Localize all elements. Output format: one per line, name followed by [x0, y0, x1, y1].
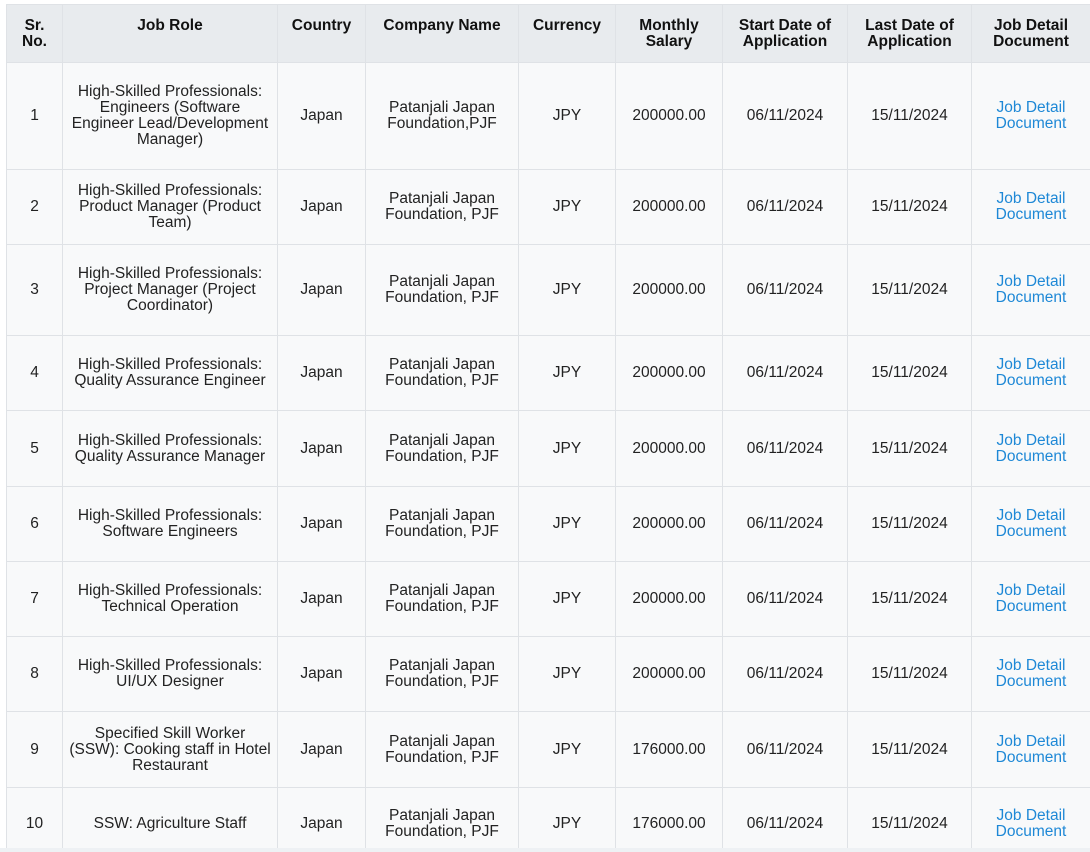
job-detail-document-link[interactable]: Job Detail Document	[995, 806, 1067, 840]
cell-country: Japan	[278, 712, 366, 788]
cell-sr-no: 6	[7, 487, 63, 562]
cell-currency: JPY	[519, 562, 616, 637]
cell-country: Japan	[278, 788, 366, 852]
cell-job-detail-document	[972, 562, 1090, 637]
cell-monthly-salary: 200000.00	[616, 637, 723, 712]
cell-job-detail-document	[972, 712, 1090, 788]
cell-job-role: High-Skilled Professionals: Technical Operation	[63, 562, 278, 637]
cell-country: Japan	[278, 63, 366, 170]
cell-country: Japan	[278, 336, 366, 411]
cell-country: Japan	[278, 562, 366, 637]
table-row	[7, 712, 1090, 788]
job-detail-document-link[interactable]: Job Detail Document	[995, 190, 1067, 223]
cell-job-role: High-Skilled Professionals: UI/UX Designer	[63, 637, 278, 712]
job-detail-document-link[interactable]: Job Detail Document	[995, 273, 1067, 306]
header-start-date: Start Date of Application	[723, 5, 848, 63]
jobs-table	[6, 4, 1090, 852]
cell-sr-no: 4	[7, 336, 63, 411]
cell-country: Japan	[278, 245, 366, 336]
cell-job-detail-document	[972, 63, 1090, 170]
cell-job-detail-document	[972, 487, 1090, 562]
cell-currency: JPY	[519, 170, 616, 245]
header-job-detail-document: Job Detail Document	[972, 5, 1090, 63]
header-country: Country	[278, 5, 366, 63]
job-detail-document-link[interactable]: Job Detail Document	[995, 582, 1067, 615]
header-currency: Currency	[519, 5, 616, 63]
cell-last-date: 15/11/2024	[848, 336, 972, 411]
header-job-role: Job Role	[63, 5, 278, 63]
cell-company-name: Patanjali Japan Foundation, PJF	[366, 487, 519, 562]
cell-monthly-salary: 200000.00	[616, 562, 723, 637]
cell-start-date: 06/11/2024	[723, 245, 848, 336]
cell-job-detail-document	[972, 411, 1090, 487]
cell-monthly-salary: 200000.00	[616, 487, 723, 562]
cell-last-date: 15/11/2024	[848, 245, 972, 336]
cell-monthly-salary: 176000.00	[616, 712, 723, 788]
cell-last-date: 15/11/2024	[848, 487, 972, 562]
cell-currency: JPY	[519, 336, 616, 411]
cell-job-detail-document	[972, 245, 1090, 336]
table-row	[7, 245, 1090, 336]
table-row	[7, 788, 1090, 852]
cell-company-name: Patanjali Japan Foundation, PJF	[366, 245, 519, 336]
cell-job-role: High-Skilled Professionals: Quality Assurance Engineer	[63, 336, 278, 411]
cell-job-role: High-Skilled Professionals: Product Manager (Product Team)	[63, 170, 278, 245]
cell-country: Japan	[278, 487, 366, 562]
cell-start-date: 06/11/2024	[723, 63, 848, 170]
cell-job-role: High-Skilled Professionals: Project Manager (Project Coordinator)	[63, 245, 278, 336]
cell-monthly-salary: 200000.00	[616, 411, 723, 487]
table-row	[7, 170, 1090, 245]
cell-company-name: Patanjali Japan Foundation,PJF	[366, 63, 519, 170]
cell-start-date: 06/11/2024	[723, 487, 848, 562]
cell-sr-no: 1	[7, 63, 63, 170]
table-row	[7, 637, 1090, 712]
header-last-date: Last Date of Application	[848, 5, 972, 63]
cell-job-detail-document	[972, 637, 1090, 712]
cell-job-detail-document	[972, 788, 1090, 852]
cell-start-date: 06/11/2024	[723, 637, 848, 712]
job-detail-document-link[interactable]: Job Detail Document	[995, 431, 1067, 465]
cell-company-name: Patanjali Japan Foundation, PJF	[366, 712, 519, 788]
table-row	[7, 336, 1090, 411]
table-row	[7, 487, 1090, 562]
cell-sr-no: 8	[7, 637, 63, 712]
cell-currency: JPY	[519, 788, 616, 852]
job-detail-document-link[interactable]: Job Detail Document	[995, 507, 1067, 540]
cell-sr-no: 9	[7, 712, 63, 788]
cell-job-role: High-Skilled Professionals: Quality Assurance Manager	[63, 411, 278, 487]
cell-country: Japan	[278, 411, 366, 487]
cell-company-name: Patanjali Japan Foundation, PJF	[366, 562, 519, 637]
cell-last-date: 15/11/2024	[848, 63, 972, 170]
cell-last-date: 15/11/2024	[848, 562, 972, 637]
cell-start-date: 06/11/2024	[723, 562, 848, 637]
cell-country: Japan	[278, 170, 366, 245]
cell-monthly-salary: 176000.00	[616, 788, 723, 852]
table-row	[7, 411, 1090, 487]
cell-company-name: Patanjali Japan Foundation, PJF	[366, 336, 519, 411]
cell-currency: JPY	[519, 245, 616, 336]
cell-sr-no: 3	[7, 245, 63, 336]
cell-currency: JPY	[519, 487, 616, 562]
cell-sr-no: 10	[7, 788, 63, 852]
job-detail-document-link[interactable]: Job Detail Document	[995, 732, 1067, 766]
cell-job-detail-document	[972, 336, 1090, 411]
cell-job-role: High-Skilled Professionals: Software Engineers	[63, 487, 278, 562]
table-row	[7, 63, 1090, 170]
header-company-name: Company Name	[366, 5, 519, 63]
cell-job-detail-document	[972, 170, 1090, 245]
cell-last-date: 15/11/2024	[848, 788, 972, 852]
header-sr-no: Sr. No.	[7, 5, 63, 63]
cell-currency: JPY	[519, 712, 616, 788]
cell-job-role: SSW: Agriculture Staff	[63, 788, 278, 852]
job-detail-document-link[interactable]: Job Detail Document	[995, 99, 1067, 132]
cell-company-name: Patanjali Japan Foundation, PJF	[366, 637, 519, 712]
job-detail-document-link[interactable]: Job Detail Document	[995, 356, 1067, 389]
horizontal-scrollbar-track[interactable]	[0, 848, 1090, 852]
cell-company-name: Patanjali Japan Foundation, PJF	[366, 170, 519, 245]
cell-currency: JPY	[519, 411, 616, 487]
cell-start-date: 06/11/2024	[723, 788, 848, 852]
cell-monthly-salary: 200000.00	[616, 170, 723, 245]
cell-currency: JPY	[519, 637, 616, 712]
cell-start-date: 06/11/2024	[723, 336, 848, 411]
job-detail-document-link[interactable]: Job Detail Document	[995, 657, 1067, 690]
cell-start-date: 06/11/2024	[723, 411, 848, 487]
cell-sr-no: 5	[7, 411, 63, 487]
cell-company-name: Patanjali Japan Foundation, PJF	[366, 411, 519, 487]
cell-monthly-salary: 200000.00	[616, 336, 723, 411]
cell-start-date: 06/11/2024	[723, 712, 848, 788]
cell-start-date: 06/11/2024	[723, 170, 848, 245]
cell-last-date: 15/11/2024	[848, 637, 972, 712]
table-header-row	[7, 5, 1090, 63]
cell-currency: JPY	[519, 63, 616, 170]
cell-sr-no: 7	[7, 562, 63, 637]
cell-last-date: 15/11/2024	[848, 712, 972, 788]
cell-job-role: Specified Skill Worker (SSW): Cooking staff in Hotel Restaurant	[63, 712, 278, 788]
cell-job-role: High-Skilled Professionals: Engineers (Software Engineer Lead/Development Manager)	[63, 63, 278, 170]
cell-last-date: 15/11/2024	[848, 411, 972, 487]
cell-country: Japan	[278, 637, 366, 712]
header-monthly-salary: Monthly Salary	[616, 5, 723, 63]
cell-monthly-salary: 200000.00	[616, 63, 723, 170]
table-row	[7, 562, 1090, 637]
cell-monthly-salary: 200000.00	[616, 245, 723, 336]
cell-sr-no: 2	[7, 170, 63, 245]
cell-company-name: Patanjali Japan Foundation, PJF	[366, 788, 519, 852]
cell-last-date: 15/11/2024	[848, 170, 972, 245]
